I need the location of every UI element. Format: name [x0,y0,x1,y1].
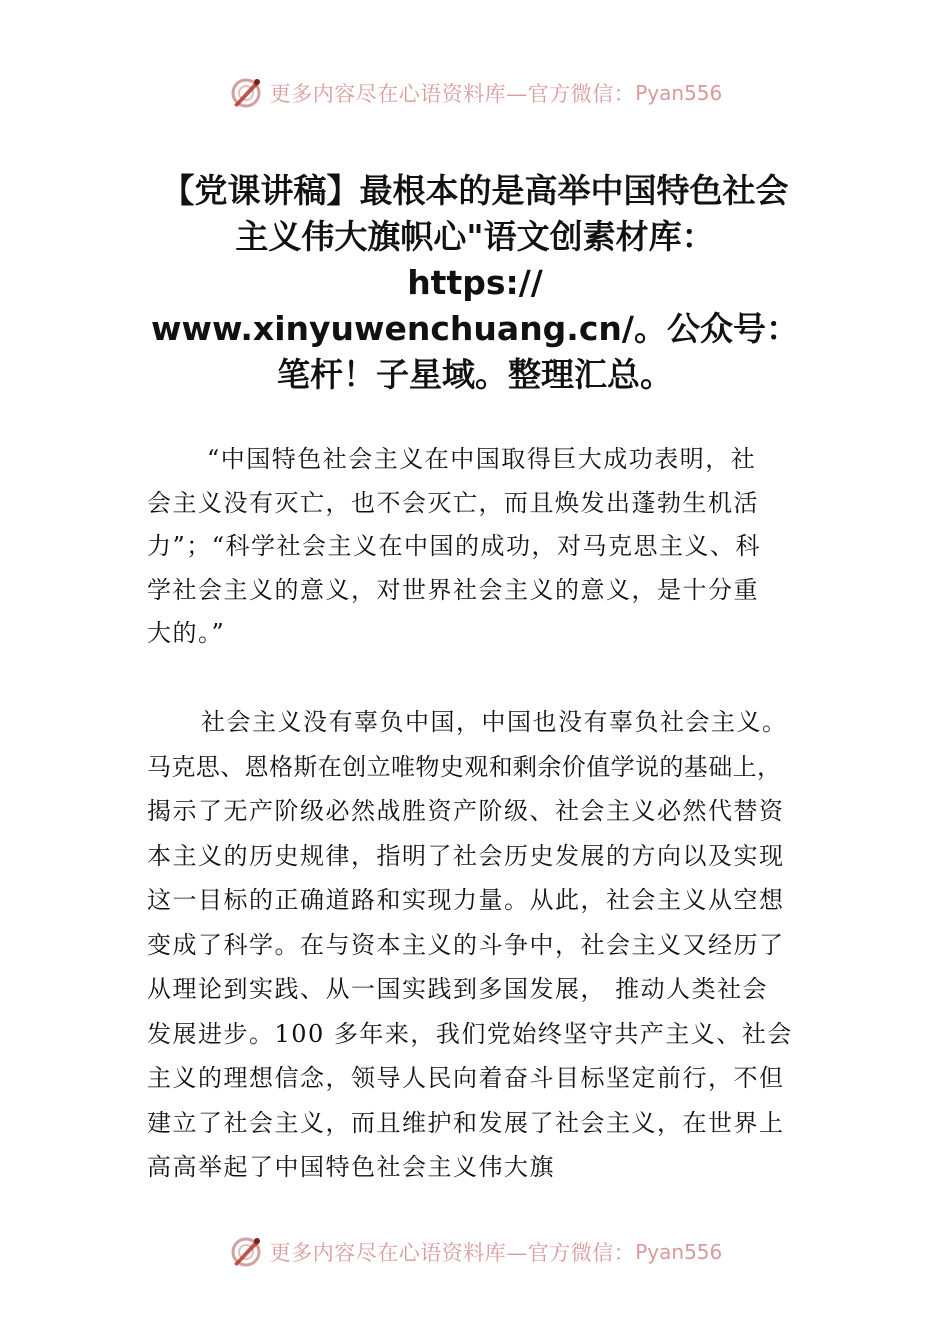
text-line: 会主义没有灭亡，也不会灭亡，而且焕发出蓬勃生机活 [147,488,759,517]
wechat-id: Pyan556 [635,81,723,105]
title-line: https:// [407,263,543,302]
text-line: 力”；“科学社会主义在中国的成功，对马克思主义、科 [147,532,762,560]
text-line: 发展进步。100 多年来，我们党始终坚守共产主义、社会 [147,1019,793,1048]
title-line: 笔杆！子星域。整理汇总。 [277,355,673,394]
text-line: 本主义的历史规律，指明了社会历史发展的方向以及实现 [147,841,785,870]
text-line: 社会主义没有辜负中国，中国也没有辜负社会主义。 [201,708,788,736]
title-line: 主义伟大旗帜心"语文创素材库： [235,217,715,256]
text-line: 揭示了无产阶级必然战胜资产阶级、社会主义必然代替资 [147,797,785,825]
text-line: 建立了社会主义，而且维护和发展了社会主义，在世界上 [147,1108,785,1137]
document-title [60,168,890,398]
header-banner [0,68,950,118]
banner-text: 更多内容尽在心语资料库—官方微信： [269,82,636,106]
text-line: 大的。” [147,619,226,647]
quote-paragraph [147,438,827,656]
text-line: 变成了科学。在与资本主义的斗争中，社会主义又经历了 [147,930,785,959]
text-line: 高高举起了中国特色社会主义伟大旗 [147,1153,555,1181]
text-line: “中国特色社会主义在中国取得巨大成功表明，社 [207,445,757,473]
text-line: 从理论到实践、从一国实践到多国发展， 推动人类社会 [147,975,769,1003]
body-paragraph [147,700,827,1190]
banner-text: 更多内容尽在心语资料库—官方微信： [269,1241,636,1265]
title-line: 【党课讲稿】最根本的是高举中国特色社会 [161,171,789,210]
text-line: 主义的理想信念，领导人民向着奋斗目标坚定前行，不但 [147,1064,785,1092]
brush-logo-icon [228,1234,264,1270]
text-line: 这一目标的正确道路和实现力量。从此，社会主义从空想 [147,886,785,914]
wechat-id: Pyan556 [635,1240,723,1264]
title-line: www.xinyuwenchuang.cn/。公众号： [151,309,799,348]
brush-logo-icon [228,75,264,111]
text-line: 马克思、恩格斯在创立唯物史观和剩余价值学说的基础上， [147,752,782,781]
footer-banner [0,1227,950,1277]
text-line: 学社会主义的意义，对世界社会主义的意义，是十分重 [147,575,759,604]
